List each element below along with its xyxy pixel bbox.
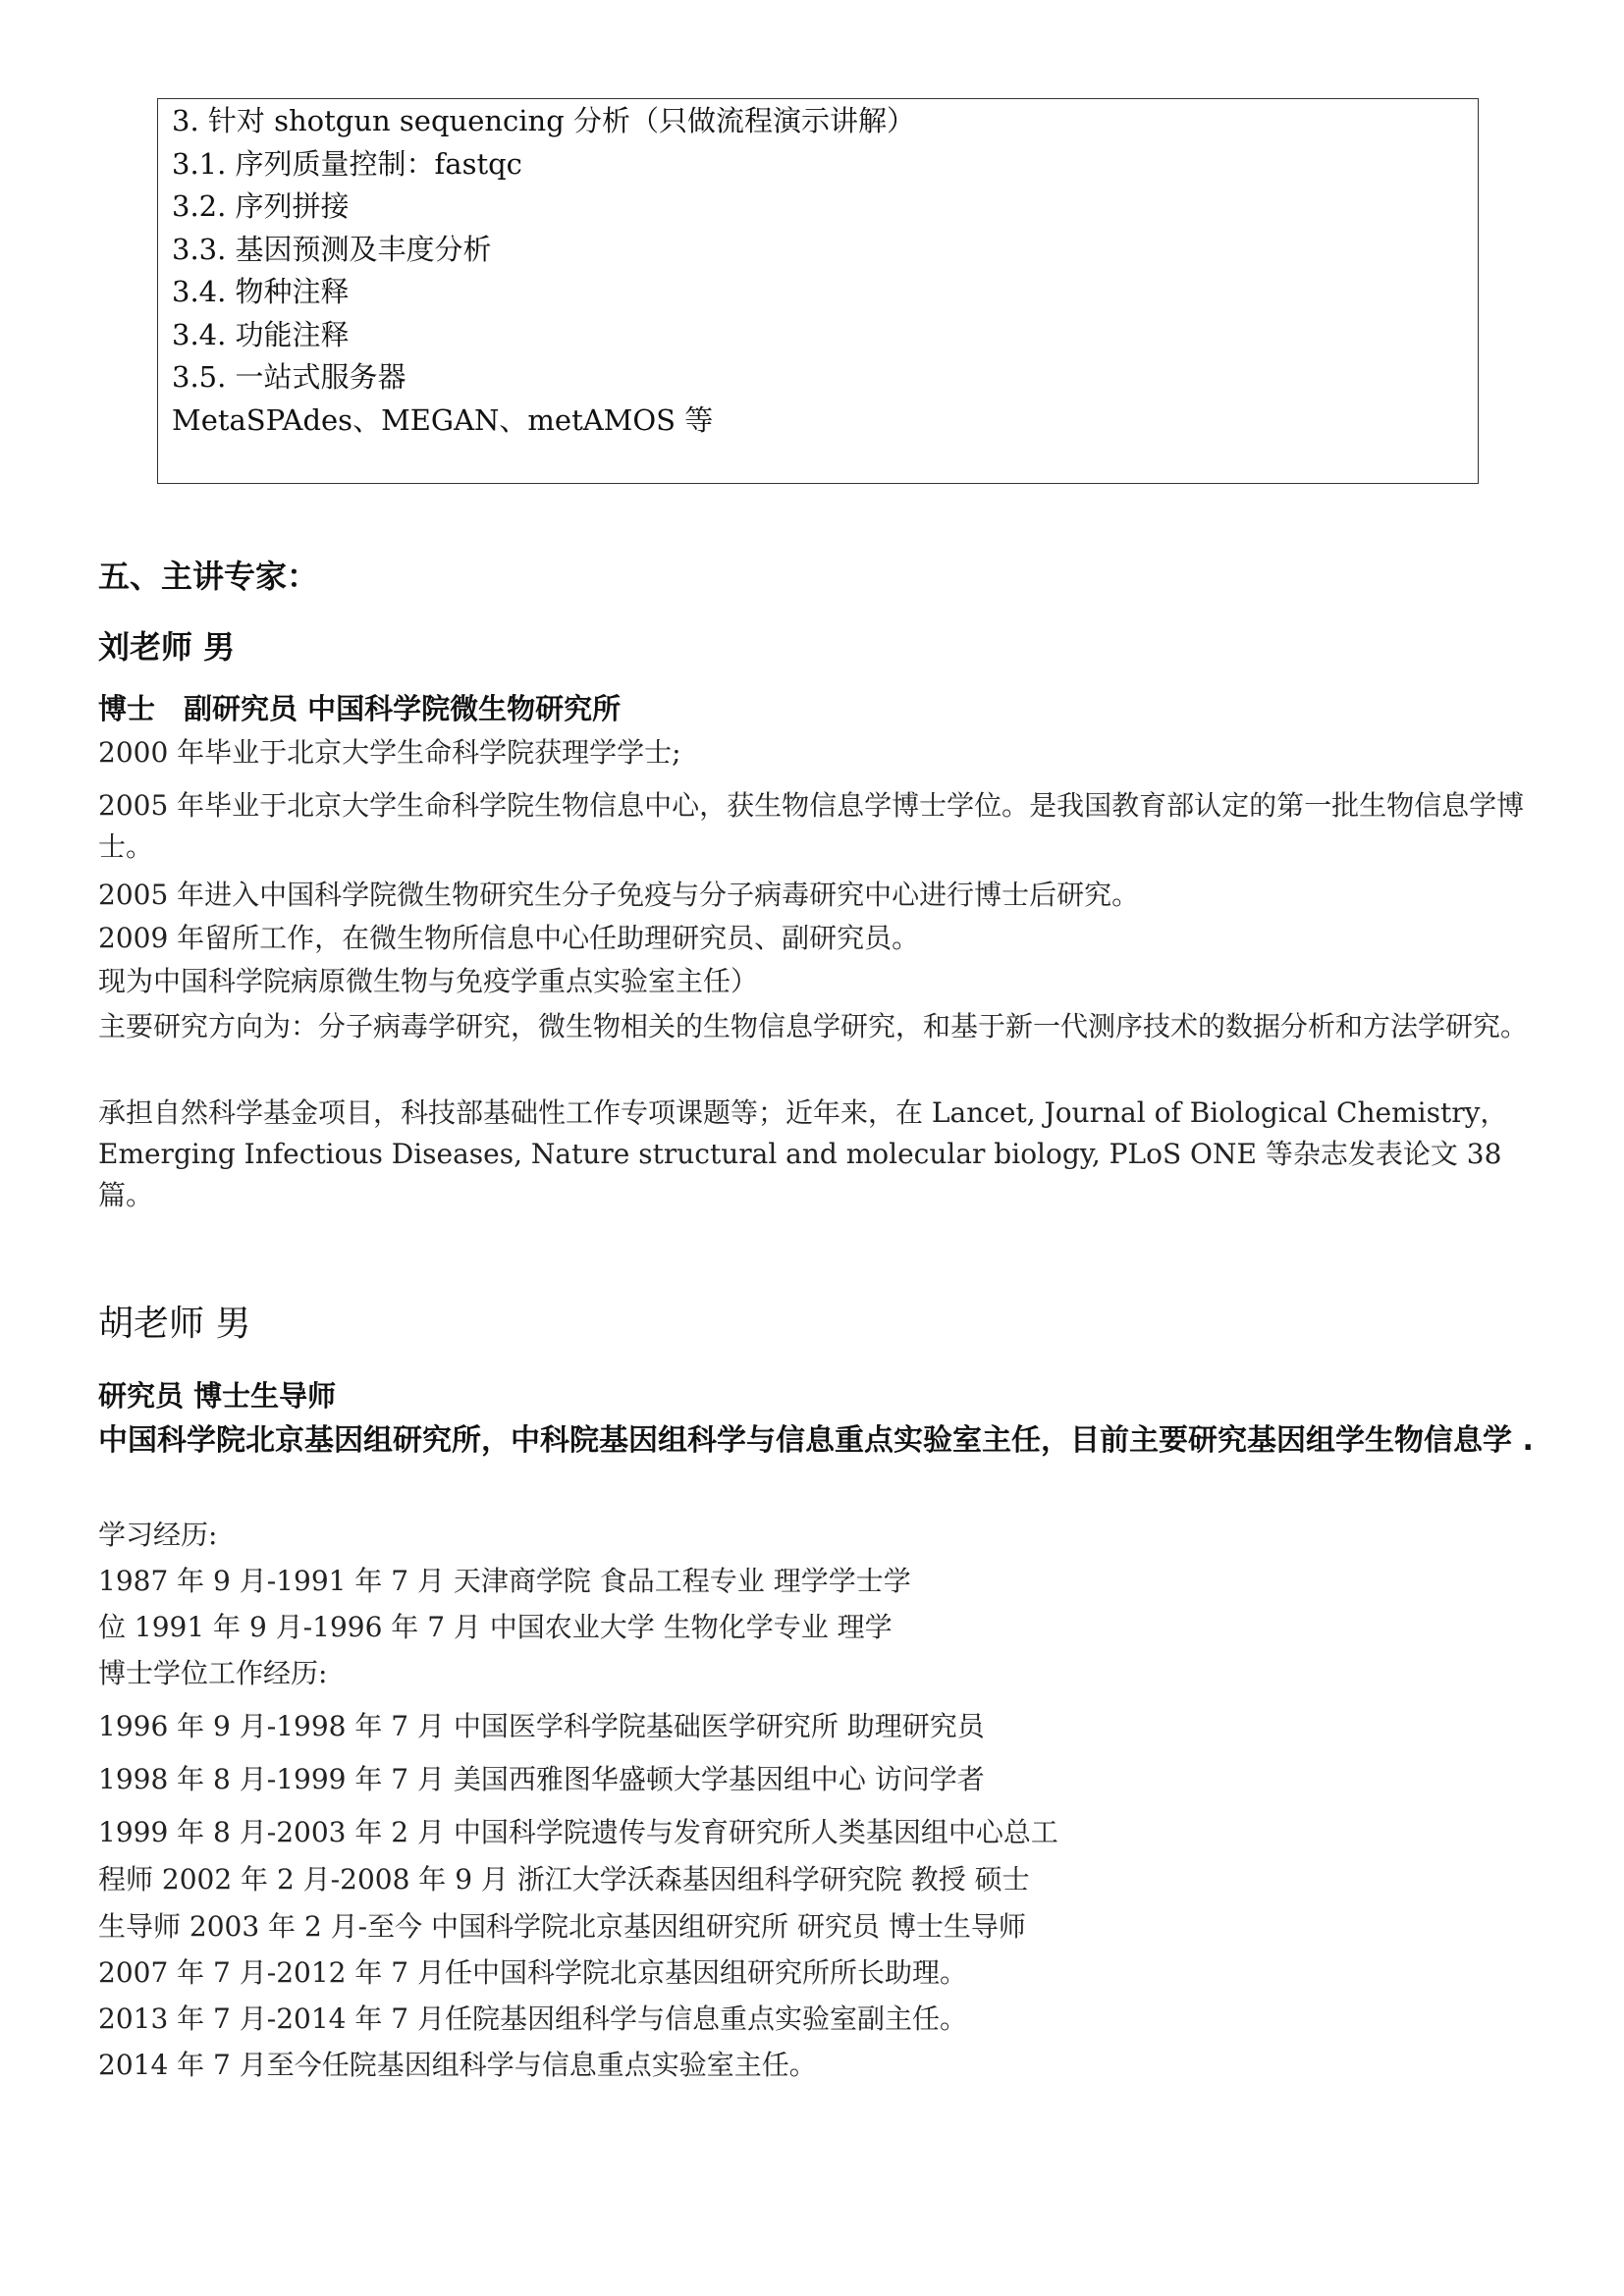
career-line: 位 1991 年 9 月-1996 年 7 月 中国农业大学 生物化学专业 理学 bbox=[98, 1611, 893, 1643]
career-line: 1996 年 9 月-1998 年 7 月 中国医学科学院基础医学研究所 助理研究员 bbox=[98, 1710, 985, 1742]
career-line: 1987 年 9 月-1991 年 7 月 天津商学院 食品工程专业 理学学士学 bbox=[98, 1565, 911, 1597]
section-title: 五、主讲专家： bbox=[98, 558, 319, 595]
career-line: 博士学位工作经历: bbox=[98, 1657, 328, 1689]
outline-line: 3.5. 一站式服务器 bbox=[172, 360, 406, 394]
bio-line: 现为中国科学院病原微生物与免疫学重点实验室主任） bbox=[98, 965, 759, 997]
bio-paragraph: 2005 年毕业于北京大学生命科学院生物信息中心，获生物信息学博士学位。是我国教育部认定的第一批生物信息学博士。 bbox=[98, 789, 1525, 863]
course-outline-box bbox=[157, 98, 1479, 484]
outline-line: 3.1. 序列质量控制：fastqc bbox=[172, 147, 522, 181]
education-label: 学习经历: bbox=[98, 1519, 218, 1551]
expert-affiliation: 中国科学院北京基因组研究所，中科院基因组科学与信息重点实验室主任，目前主要研究基因组学生物信息学 . bbox=[98, 1423, 1534, 1458]
expert-name: 胡老师 男 bbox=[98, 1304, 251, 1344]
expert-name: 刘老师 男 bbox=[98, 628, 236, 666]
bio-line: 2000 年毕业于北京大学生命科学院获理学学士; bbox=[98, 736, 681, 769]
outline-line: 3.4. 功能注释 bbox=[172, 318, 350, 351]
expert-title: 博士 副研究员 中国科学院微生物研究所 bbox=[98, 692, 622, 725]
career-line: 2013 年 7 月-2014 年 7 月任院基因组科学与信息重点实验室副主任。 bbox=[98, 2002, 968, 2035]
bio-line: 2005 年进入中国科学院微生物研究生分子免疫与分子病毒研究中心进行博士后研究。 bbox=[98, 879, 1140, 911]
bio-paragraph: 主要研究方向为：分子病毒学研究，微生物相关的生物信息学研究，和基于新一代测序技术的数据分析和方法学研究。 bbox=[98, 1010, 1529, 1042]
career-line: 1999 年 8 月-2003 年 2 月 中国科学院遗传与发育研究所人类基因组中心总工 bbox=[98, 1816, 1058, 1848]
career-line: 1998 年 8 月-1999 年 7 月 美国西雅图华盛顿大学基因组中心 访问学者 bbox=[98, 1763, 985, 1795]
outline-line: 3. 针对 shotgun sequencing 分析（只做流程演示讲解） bbox=[172, 104, 916, 137]
bio-paragraph: 承担自然科学基金项目，科技部基础性工作专项课题等；近年来，在 Lancet, Journal of Biological Chemistry，Emerging Infectious Diseases, Nature structural and molecular biology, PLoS ONE 等杂志发表论文 38 篇。 bbox=[98, 1096, 1508, 1211]
career-line: 2014 年 7 月至今任院基因组科学与信息重点实验室主任。 bbox=[98, 2049, 817, 2081]
expert-title: 研究员 博士生导师 bbox=[98, 1379, 337, 1413]
bio-line: 2009 年留所工作，在微生物所信息中心任助理研究员、副研究员。 bbox=[98, 922, 920, 954]
career-line: 程师 2002 年 2 月-2008 年 9 月 浙江大学沃森基因组科学研究院 教授 硕士 bbox=[98, 1863, 1030, 1896]
career-line: 生导师 2003 年 2 月-至今 中国科学院北京基因组研究所 研究员 博士生导师 bbox=[98, 1910, 1026, 1943]
outline-line: MetaSPAdes、MEGAN、metAMOS 等 bbox=[172, 403, 714, 437]
outline-line: 3.4. 物种注释 bbox=[172, 275, 350, 308]
outline-line: 3.3. 基因预测及丰度分析 bbox=[172, 233, 492, 266]
career-line: 2007 年 7 月-2012 年 7 月任中国科学院北京基因组研究所所长助理。 bbox=[98, 1956, 968, 1989]
outline-line: 3.2. 序列拼接 bbox=[172, 189, 350, 223]
